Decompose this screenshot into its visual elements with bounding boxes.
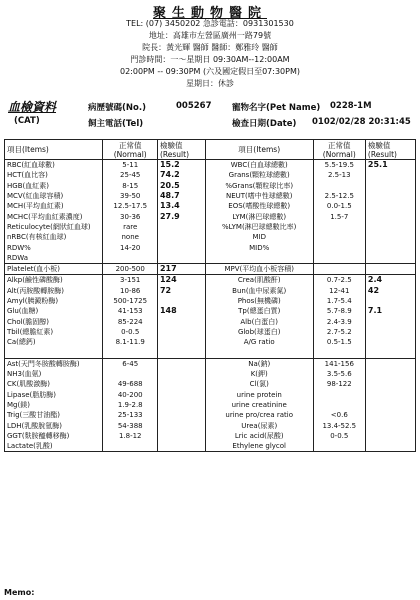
result-value: 74.2 [157,170,205,180]
table-row [5,242,416,252]
result-value-right [365,327,415,337]
normal-range-right: 0.5-1.5 [313,337,365,347]
table-row [5,296,416,306]
normal-range-right [313,263,365,274]
result-value: 72 [157,286,205,296]
table-row [5,358,416,369]
table-row [5,232,416,242]
hospital-tel: TEL: (07) 3450202 急診電話：0931301530 [126,19,294,28]
normal-range-right: 5.5-19.5 [313,160,365,171]
table-row [5,275,416,286]
hospital-title: 聚生動物醫院 [152,6,267,21]
result-value: 124 [157,275,205,286]
hospital-hours-1: 門診時間：一～星期日 09:30AM--12:00AM [130,55,290,64]
item-name-right: NEUT(嗜中性球總數) [205,191,313,201]
item-name: Lipase(脂肪酶) [5,390,103,400]
item-name-right: Cl(氯) [205,379,313,389]
item-name-right: %Grans(顆粒球比率) [205,181,313,191]
normal-range: 3-151 [103,275,157,286]
normal-range-right: 12-41 [313,286,365,296]
result-value: 217 [157,263,205,274]
result-value [157,358,205,369]
normal-range-right: 2.5-13 [313,170,365,180]
pet-name-label: 寵物名字(Pet Name) [232,103,321,113]
header-item-right: 項目(Items) [205,140,313,160]
normal-range: 12.5-17.5 [103,201,157,211]
header-result-right: 檢驗值 (Result) [365,140,415,160]
result-value-right [365,181,415,191]
section-title: 血檢資料 [8,100,57,114]
header-normal-right: 正常值 (Normal) [313,140,365,160]
normal-range-right: 1.7-5.4 [313,296,365,306]
result-value-right [365,347,415,358]
normal-range-right: 0.7-2.5 [313,275,365,286]
item-name: NH3(血氨) [5,369,103,379]
result-value-right [365,232,415,242]
item-name: Alkp(鹼性磷酸酶) [5,275,103,286]
normal-range: 8.1-11.9 [103,337,157,347]
result-value [157,410,205,420]
normal-range: 39-50 [103,191,157,201]
normal-range: 6-45 [103,358,157,369]
result-value-right: 7.1 [365,306,415,316]
species-label: (CAT) [14,116,40,126]
result-value-right [365,316,415,326]
item-name: HGB(血紅素) [5,181,103,191]
normal-range-right: 0-0.5 [313,431,365,441]
normal-range-right [313,253,365,264]
result-value [157,316,205,326]
normal-range-right: 2.4-3.9 [313,316,365,326]
item-name-right [205,347,313,358]
normal-range-right: 2.5-12.5 [313,191,365,201]
normal-range [103,369,157,379]
item-name-right: Urea(尿素) [205,420,313,430]
normal-range-right [313,242,365,252]
normal-range: 49-688 [103,379,157,389]
normal-range [103,441,157,452]
item-name-right: MPV(平均血小板容積) [205,263,313,274]
result-value [157,337,205,347]
result-value [157,232,205,242]
item-name: Lactate(乳酸) [5,441,103,452]
normal-range-right: 0.0-1.5 [313,201,365,211]
result-value [157,441,205,452]
result-value-right: 2.4 [365,275,415,286]
record-number-value: 005267 [176,101,212,111]
item-name-right: urine pro/crea ratio [205,410,313,420]
result-value: 48.7 [157,191,205,201]
result-value [157,420,205,430]
table-row [5,379,416,389]
table-row [5,410,416,420]
table-row [5,170,416,180]
normal-range: 1.9-2.8 [103,400,157,410]
result-value [157,222,205,232]
table-row [5,306,416,316]
item-name: Glu(血糖) [5,306,103,316]
header-result: 檢驗值 (Result) [157,140,205,160]
result-value-right [365,337,415,347]
table-row [5,316,416,326]
result-value-right [365,253,415,264]
result-value-right [365,410,415,420]
item-name: Reticulocyte(網狀紅血球) [5,222,103,232]
item-name-right: WBC(白血球總數) [205,160,313,171]
normal-range: 10-86 [103,286,157,296]
item-name: MCV(紅血球容積) [5,191,103,201]
normal-range: rare [103,222,157,232]
normal-range: 25-133 [103,410,157,420]
normal-range: 200-500 [103,263,157,274]
normal-range-right: 141-156 [313,358,365,369]
normal-range: 0-0.5 [103,327,157,337]
normal-range-right: 5.7-8.9 [313,306,365,316]
memo-label: Memo: [4,588,35,597]
table-row [5,441,416,452]
result-value-right: 42 [365,286,415,296]
result-value-right [365,369,415,379]
lab-results-table [4,139,416,452]
item-name-right: A/G ratio [205,337,313,347]
normal-range [103,253,157,264]
item-name: Ca(總鈣) [5,337,103,347]
item-name: HCT(血比容) [5,170,103,180]
item-name: MCH(平均血紅素) [5,201,103,211]
item-name-right: Tp(總蛋白質) [205,306,313,316]
result-value: 148 [157,306,205,316]
result-value-right [365,441,415,452]
normal-range: 40-200 [103,390,157,400]
hospital-closed: 星期日：休診 [186,79,234,88]
result-value: 27.9 [157,211,205,221]
pet-name-value: 0228-1M [330,101,372,111]
table-row [5,347,416,358]
result-value [157,242,205,252]
normal-range-right: 2.7-5.2 [313,327,365,337]
result-value-right [365,170,415,180]
result-value-right [365,242,415,252]
item-name-right: Bun(血中尿素氮) [205,286,313,296]
item-name: Platelet(血小板) [5,263,103,274]
normal-range [103,347,157,358]
item-name: Alt(丙胺酸轉胺酶) [5,286,103,296]
table-row [5,420,416,430]
item-name-right: LYM(淋巴球總數) [205,211,313,221]
item-name: Mg(鎂) [5,400,103,410]
table-row [5,160,416,171]
item-name: MCHC(平均血紅素濃度) [5,211,103,221]
item-name-right: Grans(顆粒球總數) [205,170,313,180]
result-value-right [365,379,415,389]
item-name-right: EOS(嗜酸性球總數) [205,201,313,211]
result-value [157,347,205,358]
hospital-doctors: 院長：黃光輝 醫師 醫師：鄭雅玲 醫師 [142,43,278,52]
normal-range-right: 3.5-5.6 [313,369,365,379]
item-name-right: MID [205,232,313,242]
item-name-right: K(鉀) [205,369,313,379]
result-value [157,253,205,264]
normal-range: 8-15 [103,181,157,191]
item-name: LDH(乳酸脫氫酶) [5,420,103,430]
table-row [5,431,416,441]
item-name-right: Glob(球蛋白) [205,327,313,337]
normal-range: 85-224 [103,316,157,326]
normal-range-right: <0.6 [313,410,365,420]
item-name-right: MID% [205,242,313,252]
item-name: Ast(天門冬胺酸轉胺酶) [5,358,103,369]
result-value [157,296,205,306]
table-row [5,286,416,296]
item-name [5,347,103,358]
normal-range-right [313,347,365,358]
table-row [5,327,416,337]
owner-tel-label: 飼主電話(Tel) [88,119,144,129]
item-name-right: %LYM(淋巴球總數比率) [205,222,313,232]
normal-range-right: 1.5-7 [313,211,365,221]
result-value [157,379,205,389]
table-row [5,337,416,347]
item-name-right: Phos(無機磷) [205,296,313,306]
table-row [5,222,416,232]
normal-range: none [103,232,157,242]
table-row [5,253,416,264]
result-value: 20.5 [157,181,205,191]
record-number-label: 病歷號碼(No.) [88,103,146,113]
item-name: Tbil(總膽紅素) [5,327,103,337]
normal-range: 500-1725 [103,296,157,306]
result-value-right [365,390,415,400]
exam-date-value: 0102/02/28 20:31:45 [312,117,411,127]
result-value [157,369,205,379]
item-name: GGT(麩胺醯轉移酶) [5,431,103,441]
item-name-right: urine protein [205,390,313,400]
normal-range: 41-153 [103,306,157,316]
hospital-address: 地址：高雄市左營區廣州一路79號 [148,31,272,40]
normal-range: 1.8-12 [103,431,157,441]
item-name: Amyl(胰澱粉酶) [5,296,103,306]
result-value [157,327,205,337]
item-name-right: Crea(肌酸酐) [205,275,313,286]
item-name: nRBC(有核紅血球) [5,232,103,242]
table-row [5,390,416,400]
normal-range-right [313,232,365,242]
result-value-right: 25.1 [365,160,415,171]
item-name: RDW% [5,242,103,252]
result-value-right [365,263,415,274]
item-name-right: Lric acid(尿酸) [205,431,313,441]
item-name-right: Ethylene glycol [205,441,313,452]
normal-range: 54-388 [103,420,157,430]
normal-range: 14-20 [103,242,157,252]
item-name-right: urine creatinine [205,400,313,410]
result-value-right [365,296,415,306]
table-row [5,201,416,211]
header-item: 項目(Items) [5,140,103,160]
normal-range: 30-36 [103,211,157,221]
table-row [5,211,416,221]
normal-range-right [313,222,365,232]
table-row [5,400,416,410]
result-value: 13.4 [157,201,205,211]
result-value: 15.2 [157,160,205,171]
normal-range-right [313,441,365,452]
item-name: RBC(紅血球數) [5,160,103,171]
result-value [157,431,205,441]
table-header-row [5,140,416,160]
normal-range-right [313,400,365,410]
table-row [5,191,416,201]
table-row [5,181,416,191]
table-row [5,263,416,274]
item-name: Chol(膽固醇) [5,316,103,326]
result-value-right [365,222,415,232]
table-row [5,369,416,379]
normal-range: 25-45 [103,170,157,180]
normal-range-right [313,390,365,400]
item-name-right: Na(鈉) [205,358,313,369]
normal-range-right: 13.4-52.5 [313,420,365,430]
item-name: RDWa [5,253,103,264]
result-value-right [365,420,415,430]
result-value-right [365,201,415,211]
result-value [157,400,205,410]
normal-range-right: 98-122 [313,379,365,389]
header-normal: 正常值 (Normal) [103,140,157,160]
result-value-right [365,358,415,369]
item-name: CK(肌酸激酶) [5,379,103,389]
item-name-right [205,253,313,264]
hospital-hours-2: 02:00PM -- 09:30PM (六及國定假日至07:30PM) [120,67,300,76]
normal-range: 5-11 [103,160,157,171]
exam-date-label: 檢查日期(Date) [232,119,297,129]
item-name: Trig(三酸甘油酯) [5,410,103,420]
normal-range-right [313,181,365,191]
result-value [157,390,205,400]
result-value-right [365,431,415,441]
result-value-right [365,211,415,221]
result-value-right [365,191,415,201]
result-value-right [365,400,415,410]
item-name-right: Alb(白蛋白) [205,316,313,326]
